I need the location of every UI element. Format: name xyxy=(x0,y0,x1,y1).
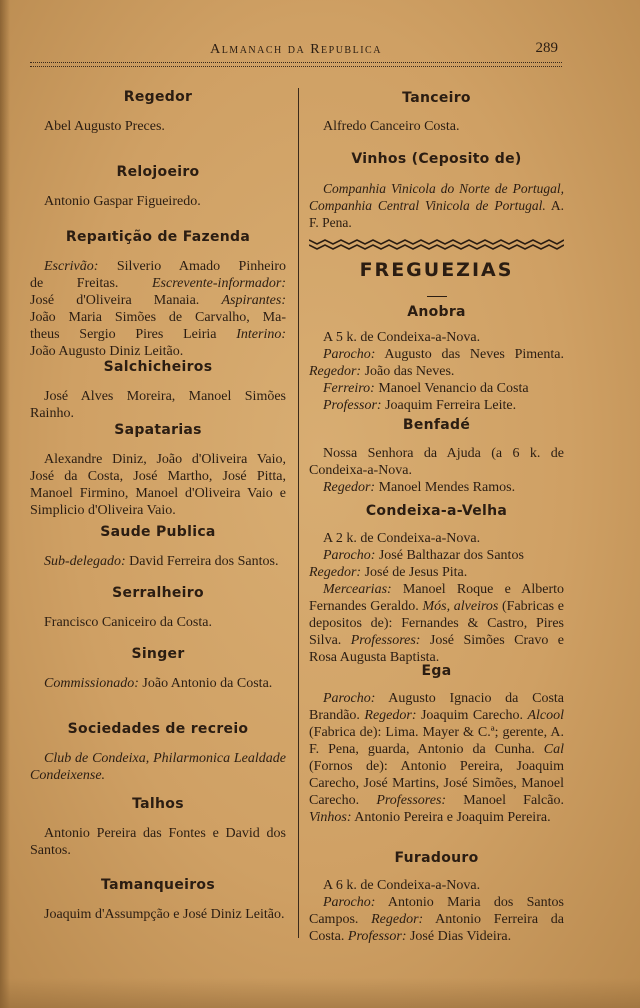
entry-text: (Fornos de): Antonio Pereira, Joaquim Carecho, José Martins, José Simões, Manoel Carecho. xyxy=(309,759,564,808)
entry-text: José d'Oliveira Manaia. xyxy=(30,293,222,308)
section-heading: Condeixa-a-Velha xyxy=(365,503,508,519)
entry-line: Nossa Senhora da Ajuda (a 6 k. de Condeixa-a-Nova. xyxy=(309,446,564,478)
role-label: Mós, alveiros xyxy=(422,599,499,614)
entry-text: Abel Augusto Preces. xyxy=(44,119,165,134)
entry-text: theus Sergio Pires Leiria xyxy=(30,327,237,342)
entry-line xyxy=(30,292,286,309)
section-heading: Tamanqueiros xyxy=(101,877,215,893)
role-label: Cal xyxy=(543,742,564,757)
role-label: Commissionado: xyxy=(44,676,139,691)
entry-text: João das Neves. xyxy=(361,364,455,379)
role-label: Professores: xyxy=(376,793,447,808)
entry-serralheiro xyxy=(30,584,286,631)
entry-text: Manoel Mendes Ramos. xyxy=(375,480,516,495)
role-label: Interino: xyxy=(236,327,286,342)
section-heading: Singer xyxy=(131,646,185,662)
section-heading: Tanceiro xyxy=(402,90,471,106)
entry-text: José Alves Moreira, Manoel Simões Rainho. xyxy=(30,389,286,421)
header-title: Almanach da Republica xyxy=(210,42,382,57)
role-label: Parocho: xyxy=(323,548,376,563)
entry-salchicheiros xyxy=(30,358,286,422)
role-label: Regedor: xyxy=(364,708,417,723)
title-rule xyxy=(427,296,447,297)
entry-text: João Antonio da Costa. xyxy=(138,676,273,691)
entry-singer xyxy=(30,645,286,692)
entry-line xyxy=(309,479,564,496)
section-heading: Benfadé xyxy=(402,417,471,433)
entry-text: Augusto das Neves Pimenta. xyxy=(375,347,564,362)
entry-line: A 6 k. de Condeixa-a-Nova. xyxy=(323,878,481,893)
entry-text: José Balthazar dos Santos xyxy=(375,548,524,563)
entry-condeixa-a-velha xyxy=(309,502,564,666)
entry-relojoeiro xyxy=(30,163,286,210)
entry-text: Alfredo Canceiro Costa. xyxy=(323,119,460,134)
entry-text: Manoel Venancio da Costa xyxy=(374,381,529,396)
entry-text: David Ferreira dos Santos. xyxy=(125,554,279,569)
entry-vinhos xyxy=(309,150,564,231)
entry-line xyxy=(309,180,564,231)
role-label: Regedor: xyxy=(323,480,376,495)
entry-line xyxy=(30,553,286,570)
entry-regedor xyxy=(30,88,286,135)
entry-line xyxy=(309,690,564,826)
entry-furadouro xyxy=(309,849,564,945)
section-heading: Anobra xyxy=(407,304,466,320)
role-label: Parocho: xyxy=(323,895,376,910)
role-label: Vinhos: xyxy=(309,810,352,825)
entry-text: José de Jesus Pita. xyxy=(361,565,468,580)
entry-line xyxy=(30,675,286,692)
running-header xyxy=(30,38,562,62)
header-rule xyxy=(30,62,562,67)
entry-text: Antonio Pereira das Fontes e David dos Santos. xyxy=(30,826,286,858)
entry-line: A 2 k. de Condeixa-a-Nova. xyxy=(323,531,481,546)
freguezias-title: FREGUEZIAS xyxy=(359,259,514,281)
page-number: 289 xyxy=(535,40,558,56)
entry-text: Augusto Ignacio da Costa Brandão. xyxy=(309,691,564,723)
entry-text: Joaquim Ferreira Leite. xyxy=(381,398,517,413)
role-label: Professor: xyxy=(323,398,382,413)
role-label: Sub-delegado: xyxy=(44,554,126,569)
page-edge-shadow xyxy=(0,0,10,1008)
entry-saude-publica xyxy=(30,523,286,570)
role-label: Parocho: xyxy=(323,691,376,706)
role-label: Alcool xyxy=(527,708,564,723)
entry-line xyxy=(309,564,564,581)
section-heading: Vinhos (Ceposito de) xyxy=(351,151,522,167)
section-heading: Relojoeiro xyxy=(116,164,200,180)
entry-anobra xyxy=(309,303,564,414)
entry-line: João Augusto Diniz Leitão. xyxy=(30,344,184,359)
entry-line xyxy=(309,894,564,945)
page-bottom-shadow xyxy=(0,978,640,1008)
entry-line xyxy=(30,275,286,292)
entry-text: José Simões Cravo e Rosa Augusta Baptista. xyxy=(309,633,565,665)
role-label: Escrivão: xyxy=(44,259,99,274)
entry-text: Francisco Caniceiro da Costa. xyxy=(44,615,212,630)
role-label: Escrevente-informador: xyxy=(152,276,286,291)
entry-line xyxy=(30,258,286,275)
entry-line xyxy=(309,397,564,414)
entry-line xyxy=(309,380,564,397)
entry-text: (Fabrica de): Lima. Mayer & C.ª; gerente, A. F. Pena, guarda, Antonio da Cunha. xyxy=(309,725,564,757)
section-heading: Repaıtição de Fazenda xyxy=(65,229,251,245)
entry-sociedades xyxy=(30,720,286,784)
column-divider xyxy=(298,88,299,938)
section-heading: Talhos xyxy=(132,796,184,812)
entry-text: Antonio Ferreira da Costa. xyxy=(309,912,564,944)
role-label: Professores: xyxy=(350,633,421,648)
role-label: Mercearias: xyxy=(323,582,392,597)
role-label: Regedor: xyxy=(309,364,362,379)
entry-text: Alexandre Diniz, João d'Oliveira Vaio, José da Costa, José Martho, José Pitta, Manoel Firmino, Manoel d'Oliveira Vaio e Simplicio d'Oliveira Vaio. xyxy=(30,452,286,518)
role-label: Professor: xyxy=(347,929,407,944)
section-heading: Sapatarias xyxy=(114,422,202,438)
entry-line xyxy=(30,326,286,343)
entry-sapatarias xyxy=(30,421,286,519)
section-heading: Ega xyxy=(421,663,452,679)
entry-reparticao xyxy=(30,228,286,360)
role-label: Parocho: xyxy=(323,347,376,362)
section-heading: Saude Publica xyxy=(100,524,216,540)
entry-text: de Freitas. xyxy=(30,276,152,291)
entry-text: Club de Condeixa, Philarmonica Lealdade Condeixense. xyxy=(30,751,286,783)
entry-text: Joaquim d'Assumpção e José Diniz Leitão. xyxy=(44,907,285,922)
entry-text: Antonio Pereira e Joaquim Pereira. xyxy=(351,810,551,825)
role-label: Regedor: xyxy=(371,912,424,927)
entry-tanceiro xyxy=(309,89,564,135)
entry-line: A 5 k. de Condeixa-a-Nova. xyxy=(323,330,481,345)
entry-line xyxy=(309,346,564,380)
entry-text: A. F. Pena. xyxy=(309,198,564,230)
entry-ega xyxy=(309,662,564,826)
entry-text: Silverio Amado Pinheiro xyxy=(98,259,286,274)
entry-text: Manoel Falcão. xyxy=(446,793,564,808)
role-label: Ferreiro: xyxy=(323,381,375,396)
section-heading: Serralheiro xyxy=(112,585,204,601)
section-heading: Sociedades de recreio xyxy=(67,721,249,737)
entry-line: João Maria Simões de Carvalho, Ma- xyxy=(30,310,286,325)
entry-line xyxy=(309,547,564,564)
role-label: Regedor: xyxy=(309,565,362,580)
entry-text: Antonio Maria dos Santos Campos. xyxy=(309,895,564,927)
entry-text: Manoel Roque e Alberto Fernandes Geraldo. xyxy=(309,582,564,614)
entry-text: (Fabricas e depositos de): Fernandes & Castro, Pires Silva. xyxy=(309,599,564,648)
entry-talhos xyxy=(30,795,286,859)
entry-text: José Dias Videira. xyxy=(406,929,512,944)
ornamental-divider xyxy=(309,236,564,252)
role-label: Aspirantes: xyxy=(221,293,286,308)
entry-benfade xyxy=(309,416,564,496)
entry-text: Joaquim Carecho. xyxy=(416,708,528,723)
section-heading: Furadouro xyxy=(394,850,479,866)
section-heading: Salchicheiros xyxy=(103,359,213,375)
entry-line xyxy=(309,581,564,666)
entry-text: Antonio Gaspar Figueiredo. xyxy=(44,194,201,209)
entry-tamanqueiros xyxy=(30,876,286,923)
company-names: Companhia Vinicola do Norte de Portugal, Companhia Central Vinicola de Portugal. xyxy=(309,181,564,213)
section-heading: Regedor xyxy=(123,89,193,105)
